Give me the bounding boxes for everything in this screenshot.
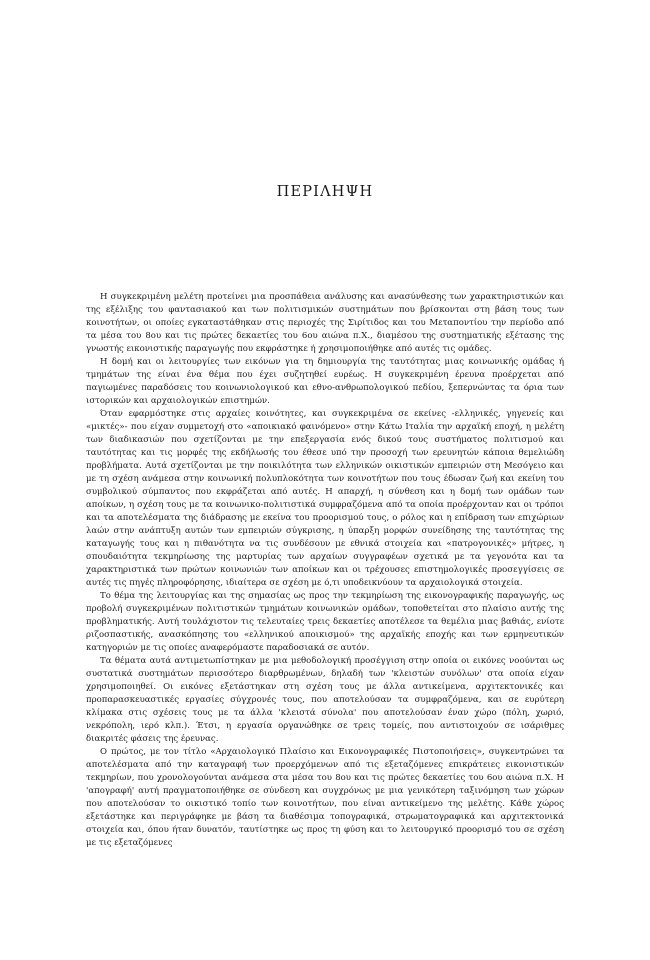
paragraph: Ο πρώτος, με τον τίτλο «Αρχαιολογικό Πλαίσιο και Εικονογραφικές Πιστοποιήσεις», συγκεντρώνει τα αποτελέσματα από την καταγραφή των προερχόμενων από τις εξεταζόμενες επικράτειες εικονιστικών τεκμηρίων, που χρονολογούνται ανάμεσα στα μέσα του 8ου και τις πρώτες δεκαετίες του 6ου αιώνα π.Χ. Η 'απογραφή' αυτή πραγματοποιήθηκε σε σύνδεση και συγχρόνως με μια γενικότερη ταξινόμηση των χώρων που αποτελούσαν το οικιστικό τοπίο των κοινοτήτων, που είναι αντικείμενο της μελέτης. Κάθε χώρος εξετάστηκε και περιγράφηκε με βάση τα διαθέσιμα τοπογραφικά, στρωματογραφικά και αρχιτεκτονικά στοιχεία και, όπου ήταν δυνατόν, ταυτίστηκε ως προς τη φύση και το λειτουργικό προορισμό του σε σχέση με τις εξεταζόμενες xyxy=(86,747,564,848)
paragraph: Η συγκεκριμένη μελέτη προτείνει μια προσπάθεια ανάλυσης και ανασύνθεσης των χαρακτηριστικών και της εξέλιξης του φαντασιακού και των πολιτισμικών συστημάτων που βρίσκονται στη βάση τους των κοινοτήτων, οι οποίες εγκαταστάθηκαν στις περιοχές της Σιρίτιδος και του Μεταποντίου την περίοδο από τα μέσα του 8ου και τις πρώτες δεκαετίες του 6ου αιώνα π.Χ., διαμέσου της συστηματικής εξέτασης της γνωστής εικονιστικής παραγωγής που εκφράστηκε ή χρησιμοποιήθηκε από αυτές τις ομάδες. xyxy=(86,292,564,354)
paragraph: Το θέμα της λειτουργίας και της σημασίας ως προς την τεκμηρίωση της εικονογραφικής παραγωγής, ως προβολή συγκεκριμένων πολιτιστικών τμημάτων κοινωνικών ομάδων, τοποθετείται στο πλαίσιο αυτής της προβληματικής. Αυτή τουλάχιστον τις τελευταίες τρεις δεκαετίες αποτέλεσε τα θεμέλια μιας βαθιάς, ενίοτε ριζοσπαστικής, ανασκόπησης του «ελληνικού αποικισμού» της αρχαϊκής εποχής και των ερμηνευτικών κατηγοριών με τις οποίες αναφερόμαστε παραδοσιακά σε αυτόν. xyxy=(86,591,564,653)
body-text xyxy=(86,291,564,850)
paragraph: Όταν εφαρμόστηκε στις αρχαίες κοινότητες, και συγκεκριμένα σε εκείνες -ελληνικές, γηγενείς και «μικτές»- που είχαν συμμετοχή στο «αποικιακό φαινόμενο» στην Κάτω Ιταλία την αρχαϊκή εποχή, η μελέτη των διαδικασιών που σχετίζονται με την επεξεργασία ενός δικού τους συστήματος πολιτισμού και ταυτότητας και τις μορφές της εκδήλωσής του έθεσε υπό την προσοχή των ερευνητών κάποια θεμελιώδη προβλήματα. Αυτά σχετίζονται με την ποικιλότητα των ελληνικών οικιστικών εμπειριών στη Μεσόγειο και με τη σχέση ανάμεσα στην κοινωνική πολυπλοκότητα των κοινοτήτων που τους έδωσαν ζωή και εκείνη του συμβολικού σύμπαντος που εκφράζεται από αυτές. Η απαρχή, η σύνθεση και η δομή των ομάδων των αποίκων, η σχέση τους με τα κοινωνικο-πολιτιστικά συμφραζόμενα από τα οποία προέρχονταν και οι τρόποι και τα αποτελέσματα της διάδρασης με εκείνα του προορισμού τους, ο ρόλος και η επίδραση των επιχώριων λαών στην ανάπτυξη αυτών των εμπειριών σύγκρισης, η ύπαρξη μορφών συνείδησης της ταυτότητας της καταγωγής τους και η πιθανότητα να τις συνδέσουν με εθνικά στοιχεία και «πατρογονικές» μήτρες, η σπουδαιότητα τεκμηρίωσης της μαρτυρίας των αρχαίων συγγραφέων σχετικά με τα γεγονότα και τα χαρακτηριστικά των πρώτων κοινωνιών των αποίκων και οι τρέχουσες επιστημολογικές προσεγγίσεις σε αυτές τις πηγές πληροφόρησης, ιδιαίτερα σε σχέση με ό,τι υποδεικνύουν τα αρχαιολογικά στοιχεία. xyxy=(86,409,564,588)
paragraph: Τα θέματα αυτά αντιμετωπίστηκαν με μια μεθοδολογική προσέγγιση στην οποία οι εικόνες νοούνται ως συστατικά συστημάτων περισσότερο διαρθρωμένων, δηλαδή των 'κλειστών συνόλων' στα οποία είχαν χρησιμοποιηθεί. Οι εικόνες εξετάστηκαν στη σχέση τους με άλλα αντικείμενα, αρχιτεκτονικές και προπαρασκευαστικές εργασίες σύγχρονές τους, που αποτελούσαν τα συμφραζόμενα, και σε ευρύτερη κλίμακα στις σχέσεις τους με τα άλλα 'κλειστά σύνολα' που αποτελούσαν έναν χώρο (πόλη, χωριό, νεκρόπολη, ιερό κλπ.). Έτσι, η εργασία οργανώθηκε σε τρεις τομείς, που αντιστοιχούν σε ισάριθμες διακριτές φάσεις της έρευνας. xyxy=(86,656,564,744)
page-title: ΠΕΡΙΛΗΨΗ xyxy=(276,184,374,200)
paragraph: Η δομή και οι λειτουργίες των εικόνων για τη δημιουργία της ταυτότητας μιας κοινωνικής ομάδας ή τμημάτων της είναι ένα θέμα που έχει συζητηθεί ευρέως. Η συγκεκριμένη έρευνα προέρχεται από παγιωμένες παραδόσεις του κοινωνιολογικού και εθνο-ανθρωπολογικού πεδίου, ξεπερνώντας τα όρια των ιστορικών και αρχαιολογικών επιστημών. xyxy=(86,357,564,406)
